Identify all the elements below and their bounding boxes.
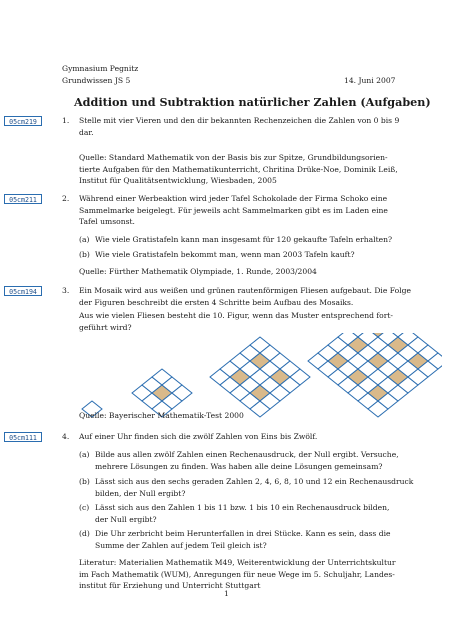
subtask-d — [79, 528, 391, 550]
problem-text — [79, 115, 399, 138]
subtask-label: (b) — [79, 250, 90, 259]
problem-source: Quelle: Bayerischer Mathematik-Test 2000 — [79, 411, 244, 420]
subtask-label: (a) — [79, 235, 90, 244]
date: 14. Juni 2007 — [344, 76, 396, 85]
text-line: Aus wie vielen Fliesen besteht die 10. Figur, wenn das Muster entsprechend fort- — [79, 311, 393, 320]
problem-literature — [79, 557, 396, 592]
problem-tag[interactable]: 05cm211 — [4, 194, 42, 204]
problem-text: Auf einer Uhr finden sich die zwölf Zahlen von Eins bis Zwölf. — [79, 432, 318, 441]
problem-tag[interactable]: 05cm219 — [4, 116, 42, 126]
text-line: dar. — [79, 127, 94, 137]
text-line: der Null ergibt? — [95, 514, 157, 524]
text-line: Literatur: Materialien Mathematik M49, Weiterentwicklung der Unterrichtskultur — [79, 558, 396, 567]
subtask-text: Wie viele Gratistafeln kann man insgesamt für 120 gekaufte Tafeln erhalten? — [95, 235, 393, 244]
text-line: Institut für Qualitätsentwicklung, Wiesbaden, 2005 — [79, 176, 277, 186]
subtask-label: (b) — [79, 477, 90, 486]
text-line: Lässt sich aus den Zahlen 1 bis 11 bzw. 1 bis 10 ein Rechenausdruck bilden, — [95, 503, 390, 512]
text-line: Lässt sich aus den sechs geraden Zahlen 2, 4, 6, 8, 10 und 12 ein Rechenausdruck — [95, 477, 414, 486]
school-name: Gymnasium Pegnitz — [62, 64, 139, 73]
subtask-a — [79, 449, 399, 471]
text-line: Ein Mosaik wird aus weißen und grünen rautenförmigen Fliesen aufgebaut. Die Folge — [79, 286, 411, 295]
text-line: im Fach Mathematik (WUM), Anregungen für neue Wege im 5. Schuljahr, Landes- — [79, 569, 395, 579]
subtask-label: (d) — [79, 529, 90, 538]
mosaic-figures — [72, 333, 442, 419]
mosaic-figure — [210, 337, 310, 417]
problem-source — [79, 152, 398, 187]
problem-text — [79, 193, 388, 228]
subtask-b — [79, 476, 414, 498]
problem-number: 1. — [62, 116, 70, 125]
subtask-a — [79, 234, 393, 246]
problem-number: 4. — [62, 432, 70, 441]
text-line: geführt wird? — [79, 322, 132, 332]
problem-tag[interactable]: 05cm194 — [4, 286, 42, 296]
problem-question — [79, 310, 393, 333]
subtask-text — [95, 502, 389, 525]
text-line: Stelle mit vier Vieren und den dir bekannten Rechenzeichen die Zahlen von 0 bis 9 — [79, 116, 400, 125]
course-name: Grundwissen JS 5 — [62, 76, 131, 85]
text-line: Tafel umsonst. — [79, 217, 135, 227]
subtask-text: Wie viele Gratistafeln bekommt man, wenn man 2003 Tafeln kauft? — [95, 250, 355, 259]
subtask-label: (c) — [79, 503, 90, 512]
text-line: Bilde aus allen zwölf Zahlen einen Rechenausdruck, der Null ergibt. Versuche, — [95, 450, 399, 459]
mosaic-figure — [308, 333, 442, 417]
page-title: Addition und Subtraktion natürlicher Zahlen (Aufgaben) — [74, 95, 431, 109]
text-line: Die Uhr zerbricht beim Herunterfallen in drei Stücke. Kann es sein, dass die — [95, 529, 391, 538]
text-line: Summe der Zahlen auf jedem Teil gleich ist? — [95, 540, 267, 550]
text-line: bilden, der Null ergibt? — [95, 488, 186, 498]
problem-text — [79, 285, 411, 308]
text-line: Sammelmarke beigelegt. Für jeweils acht Sammelmarken gibt es im Laden eine — [79, 205, 388, 215]
text-line: tierte Aufgaben für den Mathematikunterricht, Chritina Drüke-Noe, Dominik Leiß, — [79, 164, 398, 174]
subtask-text — [95, 476, 413, 499]
text-line: Während einer Werbeaktion wird jeder Tafel Schokolade der Firma Schoko eine — [79, 194, 388, 203]
problem-source: Quelle: Fürther Mathematik Olympiade, 1. Runde, 2003/2004 — [79, 267, 317, 276]
subtask-text — [95, 449, 399, 472]
problem-tag[interactable]: 05cm111 — [4, 432, 42, 442]
text-line: mehrere Lösungen zu finden. Was haben alle deine Lösungen gemeinsam? — [95, 461, 383, 471]
subtask-text — [95, 528, 391, 551]
subtask-c — [79, 502, 390, 524]
problem-number: 3. — [62, 286, 70, 295]
text-line: der Figuren beschreibt die ersten 4 Schritte beim Aufbau des Mosaiks. — [79, 297, 354, 307]
page-number: 1 — [224, 589, 229, 598]
problem-number: 2. — [62, 194, 70, 203]
text-line: Quelle: Standard Mathematik von der Basis bis zur Spitze, Grundbildungsorien- — [79, 153, 388, 162]
subtask-b — [79, 249, 355, 261]
subtask-label: (a) — [79, 450, 90, 459]
text-line: institut für Erziehung und Unterricht Stuttgart — [79, 581, 261, 591]
